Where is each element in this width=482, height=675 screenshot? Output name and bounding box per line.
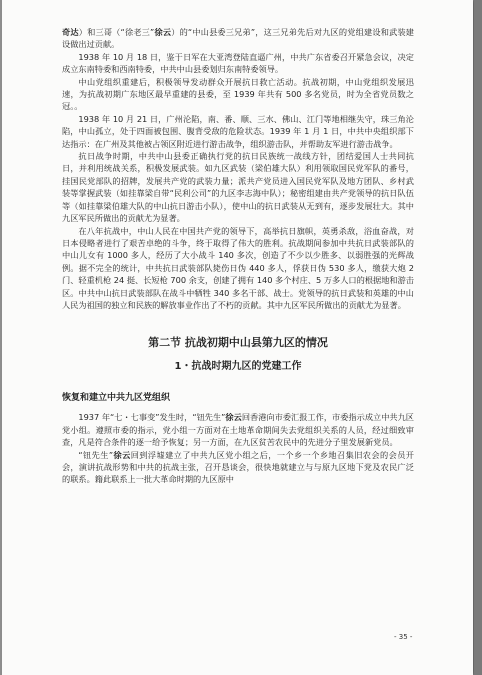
paragraph-6: 在八年抗战中，中山人民在中国共产党的领导下，高举抗日旗帜，英勇杀敌，浴血奋战，对日本侵略者进行了艰苦卓绝的斗争，终于取得了伟大的胜利。抗战期间参加中共抗日武装部队的中山儿女有 1000 多人，经历了大小战斗 140 多次，创造了不少以少胜多、以弱胜强的光辉战例。据不完全的统计，中共抗日武装部队毙伤日伪 440 多人，俘获日伪 530 多人，缴获大炮 2 门、轻重机枪 24 挺、长短枪 700 余支，创建了拥有 140 多个村庄、5 万多人口的根据地和游击区。中共中山抗日武装部队在战斗中牺牲 340 多名干部、战士。党领导的抗日武装和英雄的中山人民为祖国的独立和民族的解放事业作出了不朽的贡献。其中九区军民所做出的贡献尤为显著。 bbox=[62, 225, 414, 310]
subsection-title: 1・抗战时期九区的党建工作 bbox=[174, 361, 302, 373]
heading: 恢复和建立中共九区党组织 bbox=[62, 393, 171, 404]
section-title: 第二节 抗战初期中山县第九区的情况 bbox=[148, 336, 328, 350]
paragraph-2: 1938 年 10 月 18 日，鉴于日军在大亚湾登陆直逼广州，中共广东省委召开紧急会议，决定成立东南特委和西南特委，中共中山县委划归东南特委领导。 bbox=[62, 51, 414, 75]
bold-name-2: 徐云 bbox=[154, 27, 172, 37]
paragraph-1 bbox=[62, 26, 414, 51]
spacer bbox=[62, 311, 414, 335]
document-page bbox=[2, 0, 473, 675]
page-content bbox=[62, 26, 414, 486]
text-run: “钮先生” bbox=[78, 449, 114, 460]
paragraph-8 bbox=[62, 449, 414, 486]
text-run: ）的“中山县委三兄弟”，这三兄弟先后对九区的党组建设和武装建设做出过贡献。 bbox=[62, 27, 414, 50]
paragraph-3: 中山党组织重建后，积极领导发动群众开展抗日救亡活动。抗战初期，中山党组织发展迅速，为抗战初期广东地区最早重建的县委，至 1939 年共有 500 多名党员，时为全省党员数之冠。。 bbox=[62, 76, 414, 112]
paragraph-4: 1938 年 10 月 21 日，广州沦陷，南、番、顺、三水、佛山、江门等地相继失守，珠三角沦陷，中山孤立，处于四面被包围、腹背受敌的危险状态。1939 年 1 月 1 日，中共中央组织部下达指示：在广州及其他被占领区附近进行游击战争，组织游击队，并帮助友军进行游击战争。 bbox=[62, 113, 414, 149]
text-run: 回到浮墟建立了中共九区党小组之后，一个乡一个乡地召集旧农会的会员开会，演讲抗战形势和中共的抗战主张，召开恳谈会，很快地就建立与与原九区地下党及农民广泛的联系。籍此联系上一批大革命时期的九区原中 bbox=[62, 449, 414, 485]
bold-name-1: 奇达 bbox=[62, 27, 79, 37]
page-number: - 35 - bbox=[394, 633, 413, 641]
bold-name: 徐云 bbox=[225, 412, 242, 423]
paragraph-7 bbox=[62, 411, 414, 448]
text-run: 回香港向市委汇报工作，市委指示成立中共九区党小组。遵照市委的指示，党小组一方面对在土地革命期间失去党组织关系的人员，经过细致审查，凡是符合条件的逐一给予恢复；另一方面，在九区贫苦农民中的先进分子里发展新党员。 bbox=[62, 412, 414, 448]
bold-name: 徐云 bbox=[113, 449, 131, 460]
text-run: ）和三哥（“徐老三” bbox=[78, 27, 155, 37]
text-run: 1937 年“七・七事变”发生时，“钮先生” bbox=[78, 412, 226, 423]
scrollbar-track[interactable] bbox=[474, 0, 482, 675]
paragraph-5: 抗日战争时期，中共中山县委正确执行党的抗日民族统一战线方针，团结爱国人士共同抗日，并利用统战关系，积极发展武装。如九区武装（梁伯雄大队）利用领取国民党军队的番号，挂国民党部队的招牌，发展共产党的武装力量；派共产党员进入国民党军队及地方团队、乡村武装等掌握武装（如挂靠梁自带“民利公司”的九区李志海中队）；秘密组建由共产党领导的抗日队伍等（如挂靠梁伯雄大队的中山抗日游击小队），使中山的抗日武装从无到有，逐步发展壮大。其中九区军民所做出的贡献尤为显著。 bbox=[62, 151, 414, 224]
